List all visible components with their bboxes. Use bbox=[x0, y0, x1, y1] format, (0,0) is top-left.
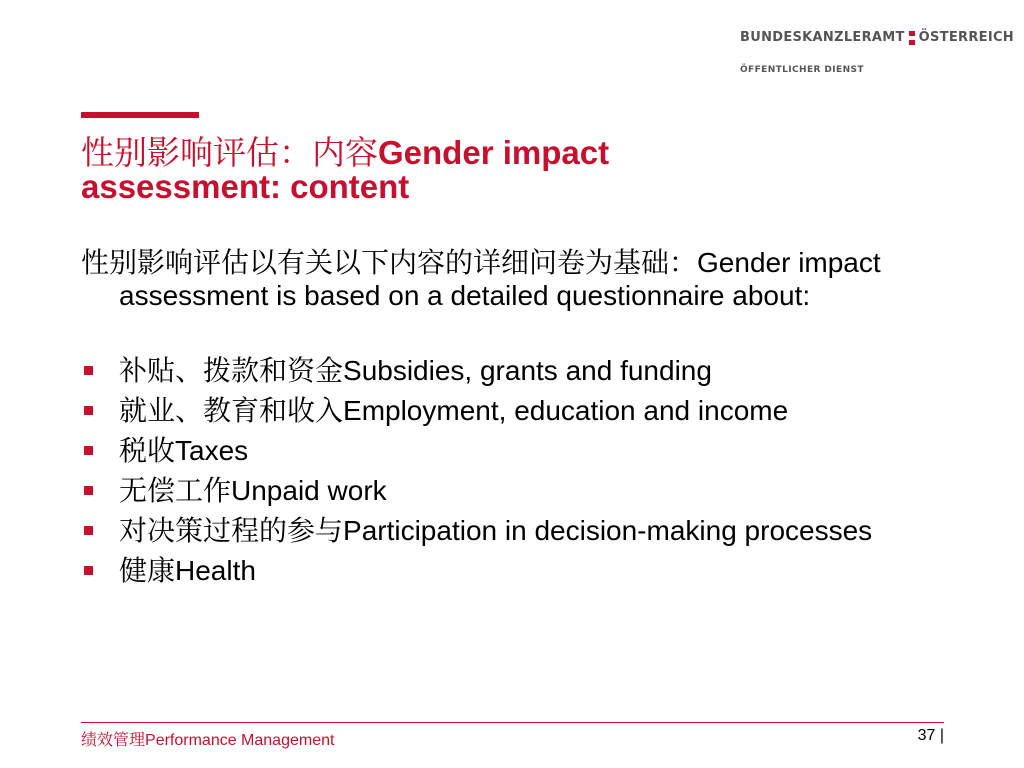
item-chinese: 对决策过程的参与 bbox=[119, 514, 344, 547]
logo-subtitle: ÖFFENTLICHER DIENST bbox=[740, 65, 864, 75]
title-chinese: 性别影响评估：内容 bbox=[81, 133, 378, 172]
slide-title bbox=[81, 133, 761, 205]
bullet-square-icon bbox=[84, 406, 93, 415]
item-chinese: 税收 bbox=[119, 434, 176, 467]
bullet-square-icon bbox=[84, 526, 93, 535]
slide-body bbox=[81, 246, 961, 595]
logo-text-right: ÖSTERREICH bbox=[918, 30, 1014, 45]
footer-label bbox=[81, 727, 334, 750]
bullet-square-icon bbox=[84, 366, 93, 375]
item-english: Participation in decision-making processes bbox=[343, 515, 873, 546]
logo bbox=[740, 30, 1014, 75]
title-english: Gender impact assessment: content bbox=[81, 134, 610, 205]
bullet-list bbox=[81, 355, 961, 587]
page-number: 37 | bbox=[917, 727, 944, 744]
item-english: Unpaid work bbox=[231, 475, 387, 506]
list-item bbox=[81, 395, 961, 427]
item-chinese: 补贴、拨款和资金 bbox=[119, 354, 344, 387]
item-chinese: 无偿工作 bbox=[119, 474, 232, 507]
item-english: Employment, education and income bbox=[343, 395, 789, 426]
logo-text-left: BUNDESKANZLERAMT bbox=[740, 30, 905, 45]
title-accent-bar bbox=[81, 112, 199, 118]
bullet-square-icon bbox=[84, 486, 93, 495]
footer-english: Performance Management bbox=[145, 732, 335, 749]
logo-line bbox=[740, 30, 1014, 45]
list-item bbox=[81, 435, 961, 467]
list-item bbox=[81, 515, 961, 547]
flag-stripe-bottom bbox=[909, 40, 915, 45]
item-english: Health bbox=[175, 555, 256, 586]
footer-chinese: 绩效管理 bbox=[81, 730, 146, 749]
list-item bbox=[81, 355, 961, 387]
intro-paragraph bbox=[81, 246, 961, 312]
footer-divider bbox=[81, 722, 944, 723]
intro-english: Gender impact assessment is based on a detailed questionnaire about: bbox=[119, 247, 881, 311]
bullet-square-icon bbox=[84, 446, 93, 455]
list-item bbox=[81, 475, 961, 507]
austria-flag-icon bbox=[909, 31, 915, 45]
item-english: Taxes bbox=[175, 435, 249, 466]
list-item bbox=[81, 555, 961, 587]
bullet-square-icon bbox=[84, 566, 93, 575]
intro-chinese: 性别影响评估以有关以下内容的详细问卷为基础： bbox=[81, 246, 698, 279]
item-chinese: 健康 bbox=[119, 554, 176, 587]
item-chinese: 就业、教育和收入 bbox=[119, 394, 344, 427]
item-english: Subsidies, grants and funding bbox=[343, 355, 712, 386]
